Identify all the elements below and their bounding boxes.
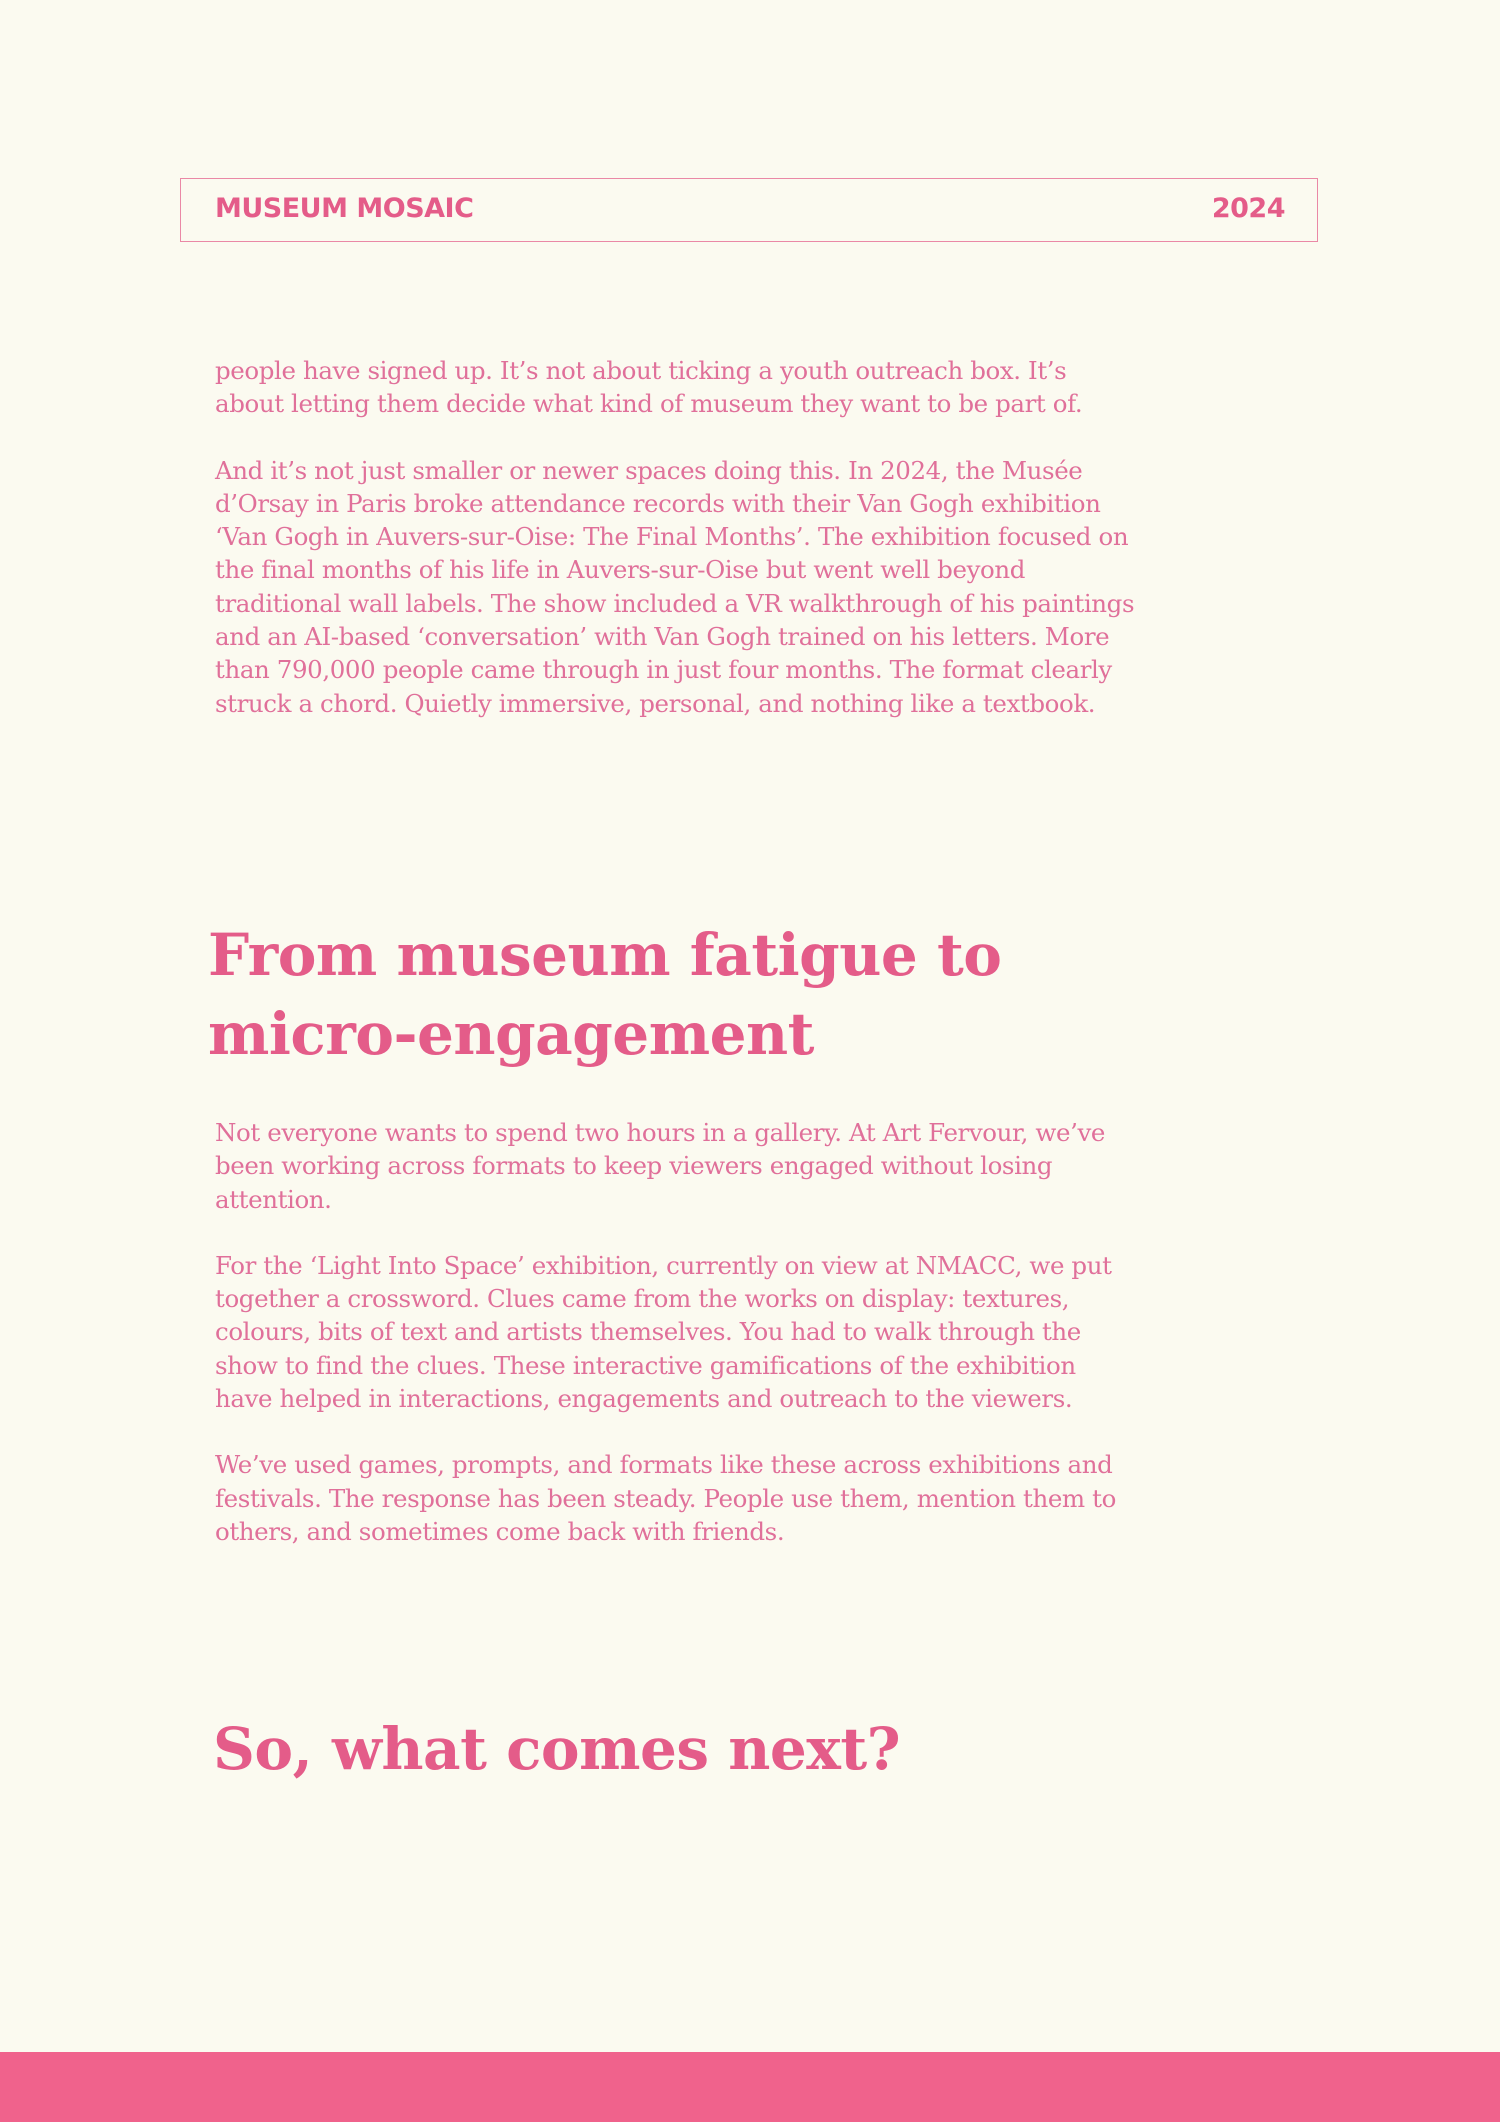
paragraph: We’ve used games, prompts, and formats like these across exhibitions and festivals. The response has been steady. People use them, mention them to others, and sometimes come back with friends. <box>215 1450 1116 1546</box>
intro-text <box>215 354 1135 720</box>
footer-bar <box>0 2052 1500 2122</box>
issue-year: 2024 <box>1211 193 1285 224</box>
masthead <box>180 178 1318 242</box>
paragraph: And it’s not just smaller or newer spaces doing this. In 2024, the Musée d’Orsay in Paris broke attendance records with their Van Gogh exhibition ‘Van Gogh in Auvers-sur-Oise: The Final Months’. The exhibition focused on the final months of his life in Auvers-sur-Oise but went well beyond traditional wall labels. The show included a VR walkthrough of his paintings and an AI-based ‘conversation’ with Van Gogh trained on his letters. More than 790,000 people came through in just four months. The format clearly struck a chord. Quietly immersive, personal, and nothing like a textbook. <box>215 455 1135 718</box>
paragraph: For the ‘Light Into Space’ exhibition, currently on view at NMACC, we put together a crossword. Clues came from the works on display: textures, colours, bits of text and artists themselves. You had to walk through the show to find the clues. These interactive gamifications of the exhibition have helped in interactions, engagements and outreach to the viewers. <box>215 1250 1112 1414</box>
paragraph: people have signed up. It’s not about ticking a youth outreach box. It’s about letting them decide what kind of museum they want to be part of. <box>215 356 1083 419</box>
section-heading-micro-engagement: From museum fatigue to micro-engagement <box>208 921 1002 1068</box>
brand-name: MUSEUM MOSAIC <box>215 193 474 224</box>
paragraph: Not everyone wants to spend two hours in a gallery. At Art Fervour, we’ve been working across formats to keep viewers engaged without losing attention. <box>215 1118 1106 1214</box>
section-body-micro-engagement <box>215 1116 1135 1548</box>
section-heading-what-next: So, what comes next? <box>213 1715 901 1783</box>
